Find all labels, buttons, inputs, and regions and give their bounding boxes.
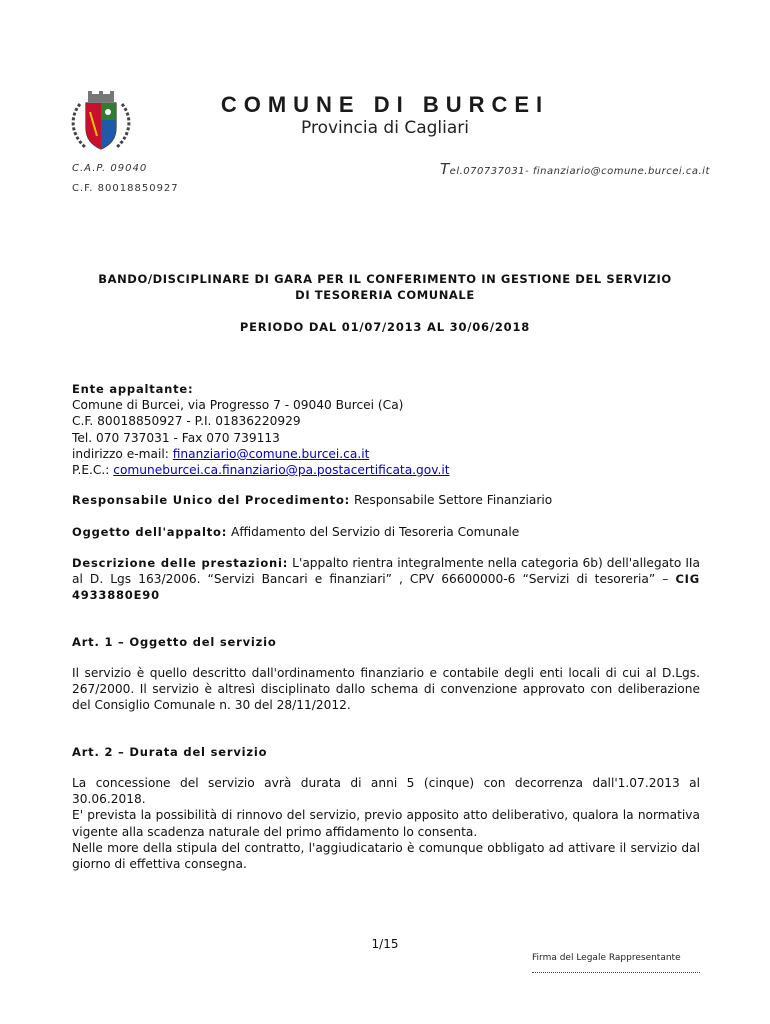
- services-description: [72, 555, 700, 604]
- page-number: 1/15: [371, 937, 399, 951]
- period-heading: PERIODO DAL 01/07/2013 AL 30/06/2018: [239, 320, 531, 334]
- cig-code: CIG 4933880E90: [72, 572, 700, 603]
- email-link[interactable]: finanziario@comune.burcei.ca.it: [172, 446, 370, 461]
- contracting-authority: [72, 381, 700, 478]
- procedure-manager-label: Responsabile Unico del Procedimento:: [72, 493, 351, 507]
- signature-line: [532, 972, 700, 973]
- services-description-value: L'appalto rientra integralmente nella categoria 6b) dell'allegato IIa al D. Lgs 163/2006. “Servizi Bancari e finanziari” , CPV 66600000-6 “Servizi di tesoreria” –: [72, 556, 700, 587]
- article-2-paragraph-2: E' prevista la possibilità di rinnovo del servizio, previo apposito atto deliberativo, qualora la normativa vigente alla scadenza naturale del primo affidamento lo consenta.: [72, 808, 700, 839]
- procedure-manager-value: Responsabile Settore Finanziario: [350, 493, 553, 507]
- document-title: [70, 271, 700, 303]
- article-2-paragraph-1: La concessione del servizio avrà durata di anni 5 (cinque) con decorrenza dall'1.07.2013 al 30.06.2018.: [72, 776, 700, 807]
- signature-label: Firma del Legale Rappresentante: [532, 953, 681, 963]
- contact-line: [440, 160, 710, 178]
- contact-initial: T: [440, 160, 450, 178]
- article-2-paragraph-3: Nelle more della stipula del contratto, l'aggiudicatario è comunque obbligato ad attivare il servizio dal giorno di effettiva consegna.: [72, 840, 700, 872]
- province-name: Provincia di Cagliari: [301, 118, 469, 138]
- procedure-manager: [72, 492, 700, 508]
- municipality-name: COMUNE DI BURCEI: [220, 92, 550, 117]
- authority-phone: Tel. 070 737031 - Fax 070 739113: [72, 430, 280, 445]
- article-1-text: Il servizio è quello descritto dall'ordinamento finanziario e contabile degli enti locali di cui al D.Lgs. 267/2000. Il servizio è altresì disciplinato dallo schema di convenzione approvato con deliberazione del Consiglio Comunale n. 30 del 28/11/2012.: [72, 666, 700, 713]
- authority-email-line: [72, 446, 700, 462]
- article-2-text: [72, 775, 700, 872]
- contact-text: el.070737031- finanziario@comune.burcei.ca.it: [449, 166, 710, 177]
- postal-code: C.A.P. 09040: [72, 163, 148, 174]
- fiscal-code: C.F. 80018850927: [72, 183, 179, 194]
- pec-link[interactable]: comuneburcei.ca.finanziario@pa.postacertificata.gov.it: [113, 463, 450, 478]
- authority-tax-ids: C.F. 80018850927 - P.I. 01836220929: [72, 414, 301, 429]
- title-line-2: DI TESORERIA COMUNALE: [295, 288, 475, 302]
- article-1-heading: Art. 1 – Oggetto del servizio: [72, 635, 277, 649]
- article-2-heading: Art. 2 – Durata del servizio: [72, 745, 268, 759]
- authority-address: Comune di Burcei, via Progresso 7 - 09040 Burcei (Ca): [72, 398, 404, 413]
- contracting-authority-label: Ente appaltante:: [72, 382, 194, 396]
- contract-subject: [72, 524, 700, 540]
- authority-pec-line: [72, 462, 700, 478]
- services-description-label: Descrizione delle prestazioni:: [72, 556, 289, 570]
- contract-subject-value: Affidamento del Servizio di Tesoreria Comunale: [227, 525, 520, 539]
- email-prefix: indirizzo e-mail:: [72, 446, 173, 461]
- title-line-1: BANDO/DISCIPLINARE DI GARA PER IL CONFERIMENTO IN GESTIONE DEL SERVIZIO: [98, 272, 672, 286]
- pec-prefix: P.E.C.:: [72, 463, 114, 478]
- contract-subject-label: Oggetto dell'appalto:: [72, 525, 228, 539]
